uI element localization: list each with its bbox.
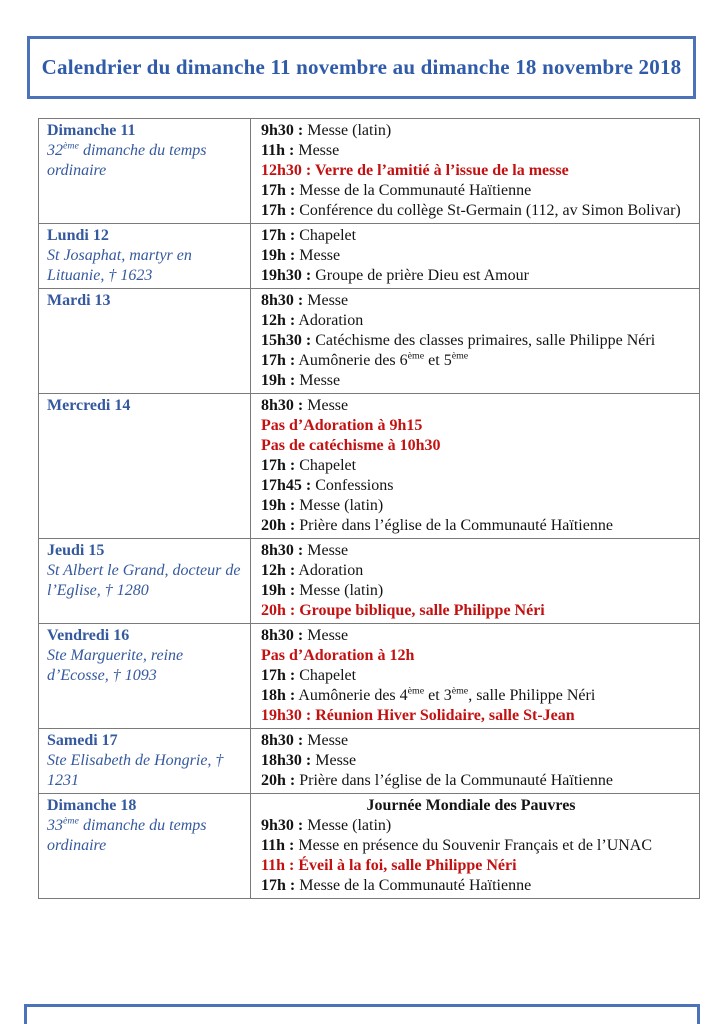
event-line: 8h30 : Messe — [261, 397, 349, 414]
event-time: 15h30 : — [261, 332, 312, 349]
event-line: Pas d’Adoration à 9h15 — [261, 417, 423, 434]
day-cell — [39, 119, 251, 224]
events-cell — [251, 539, 700, 624]
event-time: 17h45 : — [261, 477, 312, 494]
events-cell — [251, 224, 700, 289]
day-cell — [39, 624, 251, 729]
event-line: 17h45 : Confessions — [261, 477, 394, 494]
event-time: 8h30 : — [261, 732, 304, 749]
event-line: 8h30 : Messe — [261, 732, 349, 749]
event-time: 17h : — [261, 457, 296, 474]
day-cell — [39, 794, 251, 899]
event-line: 11h : Éveil à la foi, salle Philippe Néri — [261, 857, 517, 874]
event-time: 12h : — [261, 562, 296, 579]
event-line: 17h : Aumônerie des 6ème et 5ème — [261, 350, 469, 369]
events-cell — [251, 794, 700, 899]
event-line: 19h : Messe (latin) — [261, 582, 384, 599]
event-line: Pas d’Adoration à 12h — [261, 647, 415, 664]
day-name: Jeudi 15 — [47, 542, 105, 559]
day-name: Dimanche 18 — [47, 797, 137, 814]
day-feast: 32ème dimanche du temps ordinaire — [47, 140, 207, 179]
event-line: 19h : Messe — [261, 372, 341, 389]
day-name: Mardi 13 — [47, 292, 111, 309]
calendar-row — [39, 794, 700, 899]
events-cell — [251, 624, 700, 729]
event-line: 20h : Groupe biblique, salle Philippe Néri — [261, 602, 545, 619]
event-line: Journée Mondiale des Pauvres — [366, 797, 576, 814]
event-time: 17h : — [261, 877, 296, 894]
event-time: 11h : — [261, 142, 295, 159]
event-time: 11h : — [261, 837, 295, 854]
event-line: 18h : Aumônerie des 4ème et 3ème, salle Philippe Néri — [261, 685, 596, 704]
next-section-box — [24, 1004, 700, 1024]
event-time: 19h30 : — [261, 267, 312, 284]
day-cell — [39, 289, 251, 394]
events-cell — [251, 289, 700, 394]
calendar-row — [39, 729, 700, 794]
event-time: 17h : — [261, 352, 296, 369]
events-cell — [251, 729, 700, 794]
day-feast: Ste Elisabeth de Hongrie, † 1231 — [47, 752, 224, 789]
event-line: 20h : Prière dans l’église de la Communauté Haïtienne — [261, 772, 613, 789]
event-line: 12h : Adoration — [261, 562, 364, 579]
calendar-row — [39, 394, 700, 539]
event-line: 8h30 : Messe — [261, 542, 349, 559]
event-line: 17h : Chapelet — [261, 457, 357, 474]
event-time: 8h30 : — [261, 397, 304, 414]
day-name: Vendredi 16 — [47, 627, 130, 644]
event-time: 19h30 : — [261, 707, 312, 724]
day-name: Samedi 17 — [47, 732, 118, 749]
event-line: 9h30 : Messe (latin) — [261, 817, 392, 834]
event-line: 17h : Messe de la Communauté Haïtienne — [261, 877, 532, 894]
day-cell — [39, 539, 251, 624]
day-feast: St Albert le Grand, docteur de l’Eglise, † 1280 — [47, 562, 241, 599]
event-line: 12h : Adoration — [261, 312, 364, 329]
event-line: 8h30 : Messe — [261, 292, 349, 309]
events-cell — [251, 394, 700, 539]
event-time: 17h : — [261, 227, 296, 244]
event-line: Pas de catéchisme à 10h30 — [261, 437, 441, 454]
event-time: 18h : — [261, 687, 296, 704]
day-cell — [39, 394, 251, 539]
event-time: 11h : — [261, 857, 295, 874]
event-time: 9h30 : — [261, 122, 304, 139]
calendar-row — [39, 289, 700, 394]
event-time: 8h30 : — [261, 542, 304, 559]
event-line: 19h : Messe (latin) — [261, 497, 384, 514]
event-line: 17h : Conférence du collège St-Germain (112, av Simon Bolivar) — [261, 202, 681, 219]
event-time: 19h : — [261, 497, 296, 514]
day-feast: 33ème dimanche du temps ordinaire — [47, 815, 207, 854]
event-line: 19h30 : Réunion Hiver Solidaire, salle St-Jean — [261, 707, 575, 724]
calendar-row — [39, 224, 700, 289]
event-line: 11h : Messe — [261, 142, 340, 159]
event-time: 9h30 : — [261, 817, 304, 834]
event-line: 8h30 : Messe — [261, 627, 349, 644]
event-time: 8h30 : — [261, 292, 304, 309]
calendar-row — [39, 119, 700, 224]
day-cell — [39, 224, 251, 289]
event-time: 17h : — [261, 667, 296, 684]
event-line: 11h : Messe en présence du Souvenir Français et de l’UNAC — [261, 837, 653, 854]
event-line: 18h30 : Messe — [261, 752, 357, 769]
event-time: 17h : — [261, 202, 296, 219]
calendar-row — [39, 624, 700, 729]
event-time: 12h : — [261, 312, 296, 329]
day-name: Mercredi 14 — [47, 397, 131, 414]
calendar-body — [39, 119, 700, 899]
event-time: 20h : — [261, 772, 296, 789]
title-box — [27, 36, 696, 99]
event-time: 12h30 : — [261, 162, 312, 179]
event-line: 9h30 : Messe (latin) — [261, 122, 392, 139]
event-time: 18h30 : — [261, 752, 312, 769]
page-title: Calendrier du dimanche 11 novembre au dimanche 18 novembre 2018 — [41, 55, 682, 79]
event-time: 17h : — [261, 182, 296, 199]
day-cell — [39, 729, 251, 794]
day-feast: St Josaphat, martyr en Lituanie, † 1623 — [47, 247, 192, 284]
event-line: 20h : Prière dans l’église de la Communauté Haïtienne — [261, 517, 613, 534]
event-line: 17h : Chapelet — [261, 667, 357, 684]
calendar-row — [39, 539, 700, 624]
events-cell — [251, 119, 700, 224]
event-line: 15h30 : Catéchisme des classes primaires, salle Philippe Néri — [261, 332, 656, 349]
calendar-table — [38, 118, 700, 899]
event-line: 19h30 : Groupe de prière Dieu est Amour — [261, 267, 529, 284]
event-time: 19h : — [261, 372, 296, 389]
event-time: 19h : — [261, 582, 296, 599]
event-line: 17h : Messe de la Communauté Haïtienne — [261, 182, 532, 199]
day-feast: Ste Marguerite, reine d’Ecosse, † 1093 — [47, 647, 184, 684]
event-line: 17h : Chapelet — [261, 227, 357, 244]
event-time: 20h : — [261, 602, 296, 619]
event-time: 8h30 : — [261, 627, 304, 644]
event-time: 20h : — [261, 517, 296, 534]
event-line: 19h : Messe — [261, 247, 341, 264]
event-time: 19h : — [261, 247, 296, 264]
day-name: Dimanche 11 — [47, 122, 136, 139]
event-line: 12h30 : Verre de l’amitié à l’issue de la messe — [261, 162, 569, 179]
day-name: Lundi 12 — [47, 227, 109, 244]
